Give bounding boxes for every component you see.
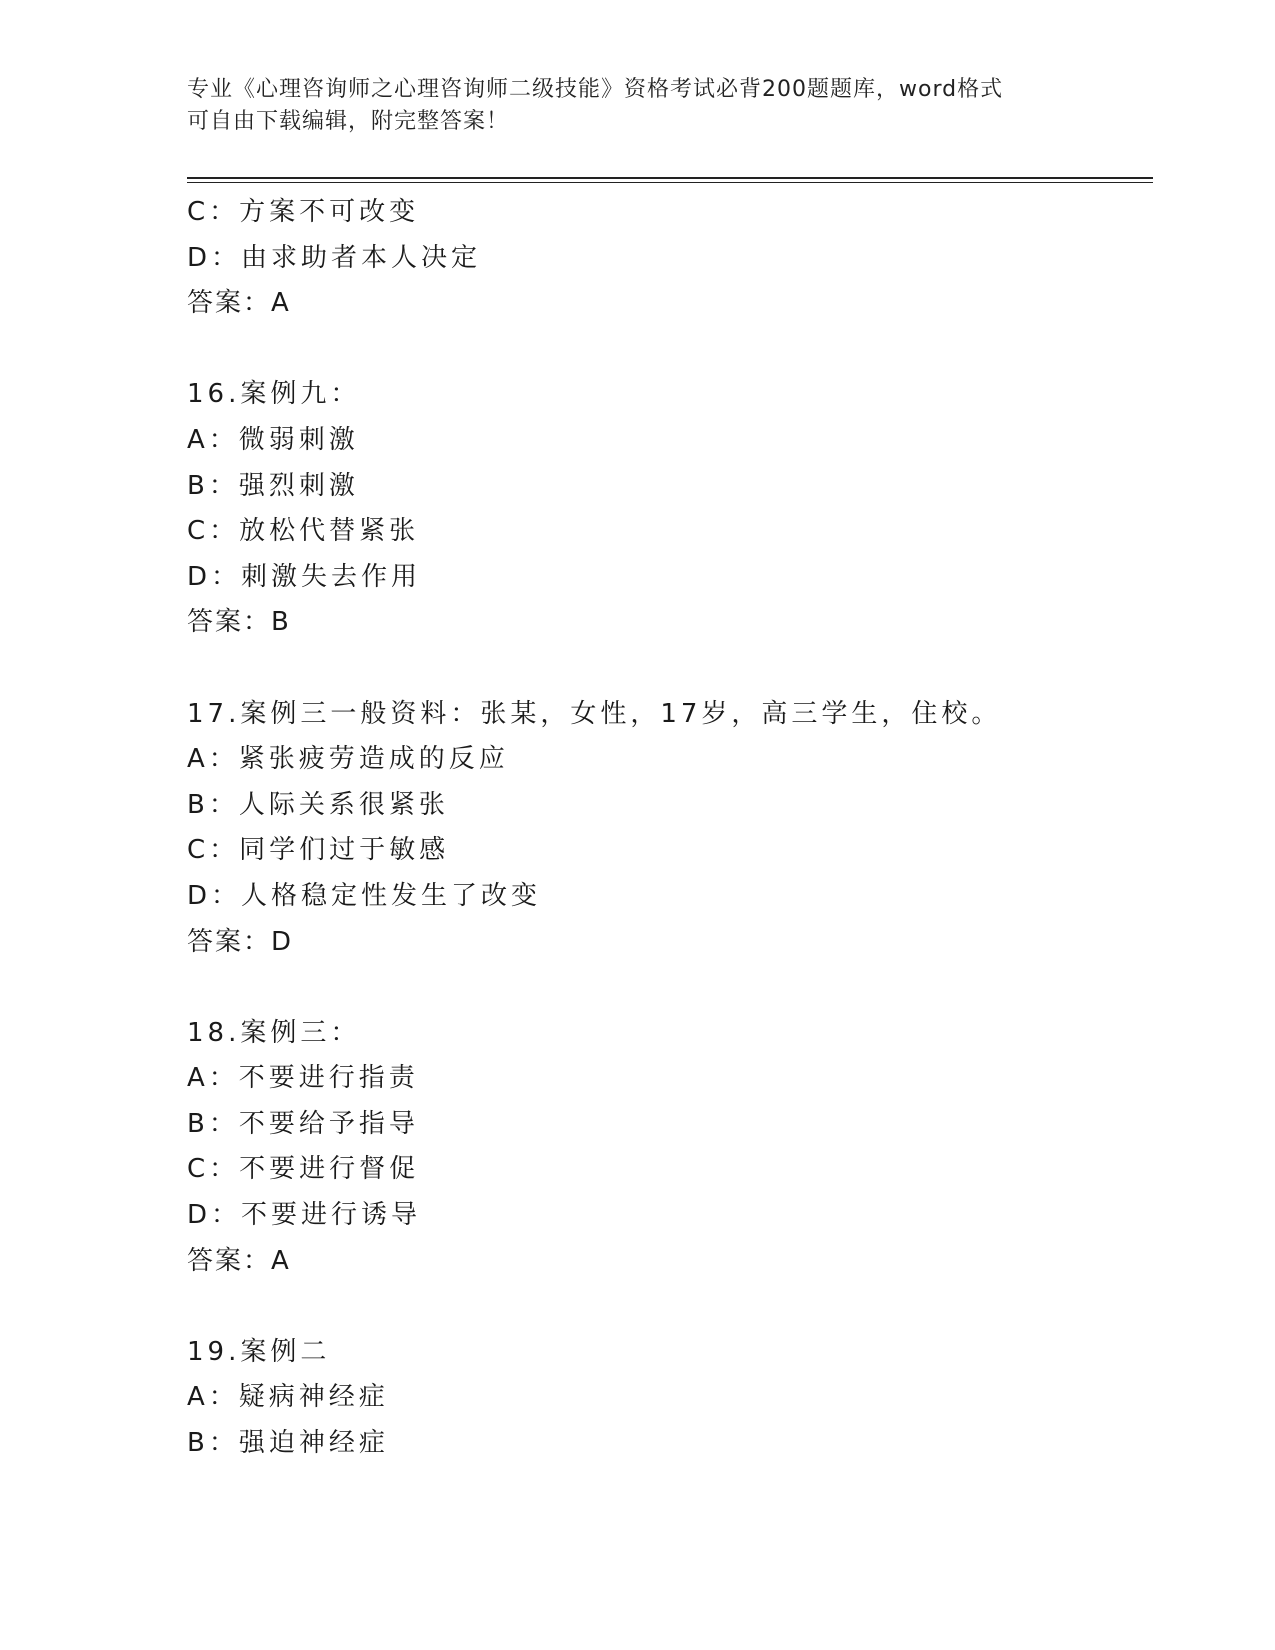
question-spacer xyxy=(187,965,1153,1011)
question-15 xyxy=(187,190,1153,327)
question-stem: 17.案例三一般资料：张某，女性，17岁，高三学生，住校。 xyxy=(187,698,1002,729)
question-stem: 19.案例二 xyxy=(187,1336,331,1367)
answer-line: 答案：B xyxy=(187,607,291,638)
question-19 xyxy=(187,1330,1153,1467)
option-d: D：刺激失去作用 xyxy=(187,561,422,592)
option-d: D：不要进行诱导 xyxy=(187,1200,422,1231)
question-stem: 16.案例九： xyxy=(187,379,361,410)
option-c: C：放松代替紧张 xyxy=(187,516,420,547)
option-a: A：微弱刺激 xyxy=(187,424,359,455)
question-16 xyxy=(187,372,1153,646)
header-divider-thick xyxy=(187,177,1153,179)
question-spacer xyxy=(187,646,1153,692)
question-18 xyxy=(187,1011,1153,1285)
answer-line: 答案：A xyxy=(187,288,291,319)
header-line-1: 专业《心理咨询师之心理咨询师二级技能》资格考试必背200题题库，word格式 xyxy=(187,77,1004,102)
answer-line: 答案：A xyxy=(187,1245,291,1276)
option-a: A：不要进行指责 xyxy=(187,1063,419,1094)
option-a: A：紧张疲劳造成的反应 xyxy=(187,744,509,775)
question-stem: 18.案例三： xyxy=(187,1017,361,1048)
option-d: D：由求助者本人决定 xyxy=(187,242,482,273)
option-d: D：人格稳定性发生了改变 xyxy=(187,880,542,911)
option-b: B：强迫神经症 xyxy=(187,1428,389,1459)
question-spacer xyxy=(187,1284,1153,1330)
question-list xyxy=(187,190,1153,1467)
document-header xyxy=(187,74,1067,138)
option-c: C：同学们过于敏感 xyxy=(187,835,450,866)
option-b: B：强烈刺激 xyxy=(187,470,359,501)
question-spacer xyxy=(187,327,1153,373)
option-c: C：不要进行督促 xyxy=(187,1154,420,1185)
answer-line: 答案：D xyxy=(187,926,294,957)
question-17 xyxy=(187,692,1153,966)
option-b: B：不要给予指导 xyxy=(187,1108,419,1139)
option-b: B：人际关系很紧张 xyxy=(187,789,449,820)
option-c: C：方案不可改变 xyxy=(187,197,420,227)
option-a: A：疑病神经症 xyxy=(187,1382,389,1413)
header-line-2: 可自由下载编辑，附完整答案！ xyxy=(187,109,510,134)
header-divider-thin xyxy=(187,182,1153,183)
